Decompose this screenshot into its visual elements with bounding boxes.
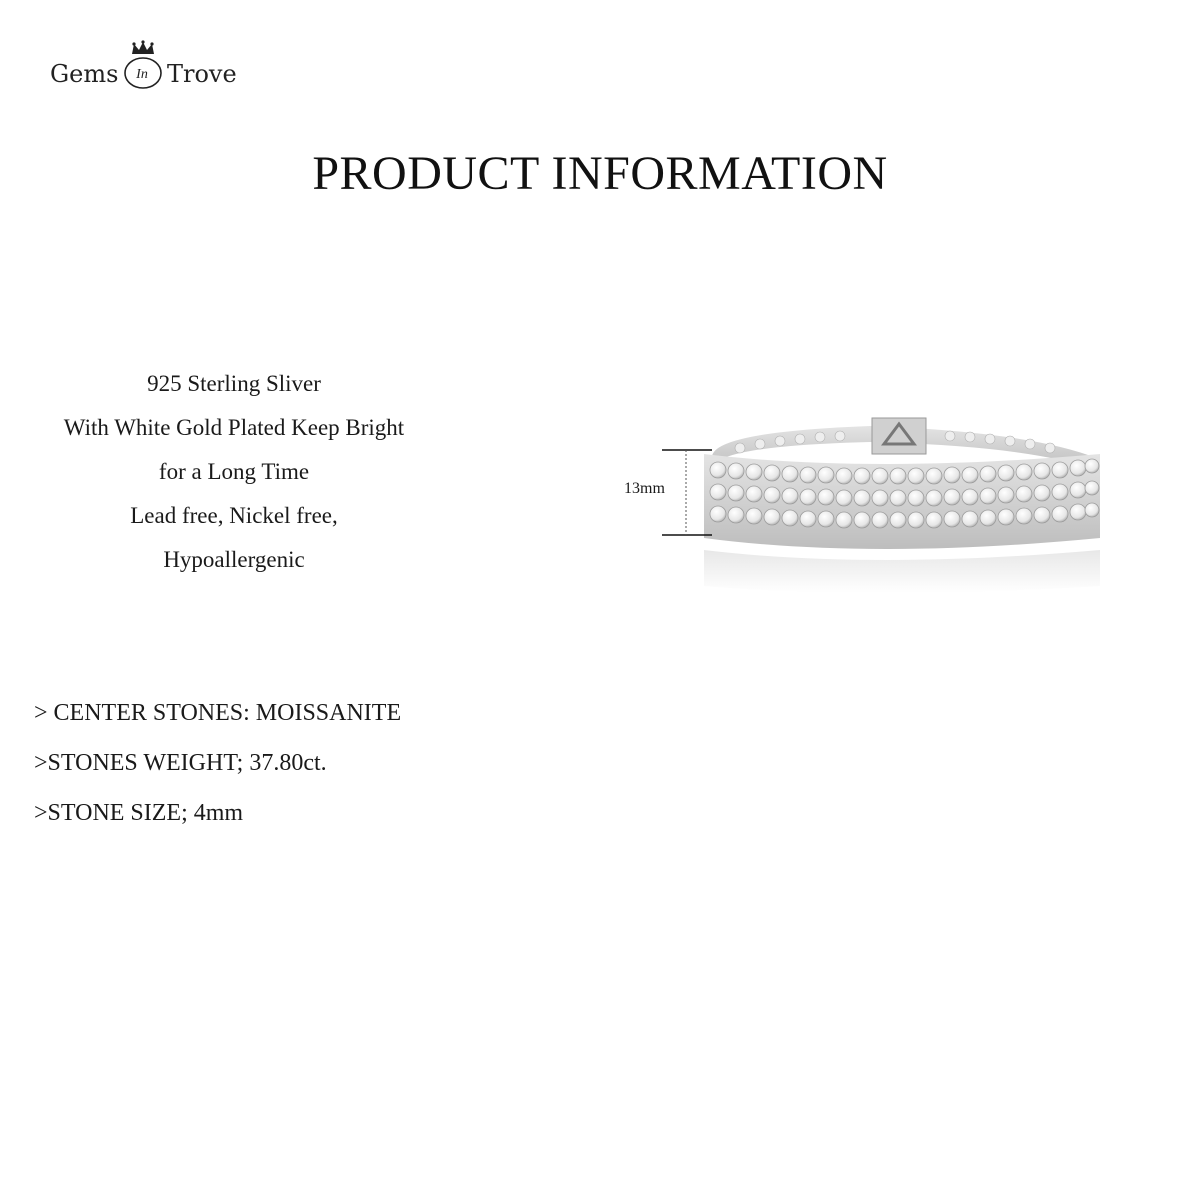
description-line: 925 Sterling Sliver — [147, 371, 321, 396]
brand-name-right: Trove — [167, 60, 237, 88]
description-line: for a Long Time — [158, 459, 310, 484]
description-line: Lead free, Nickel free, — [130, 503, 338, 528]
description-line: With White Gold Plated Keep Bright — [63, 415, 405, 440]
page-title: PRODUCT INFORMATION — [312, 147, 888, 200]
spec-stone-size: >STONE SIZE; 4mm — [34, 800, 244, 826]
description-line: Hypoallergenic — [163, 547, 305, 572]
product-specs — [34, 688, 401, 838]
spec-stones-weight: >STONES WEIGHT; 37.80ct. — [34, 750, 327, 776]
brand-logo — [50, 34, 250, 96]
dimension-label: 13mm — [624, 480, 665, 497]
brand-name-middle: In — [136, 67, 148, 82]
bracelet-image — [600, 410, 1140, 600]
brand-name-left: Gems — [50, 60, 119, 88]
product-description — [30, 362, 438, 582]
spec-center-stones: > CENTER STONES: MOISSANITE — [34, 700, 402, 726]
